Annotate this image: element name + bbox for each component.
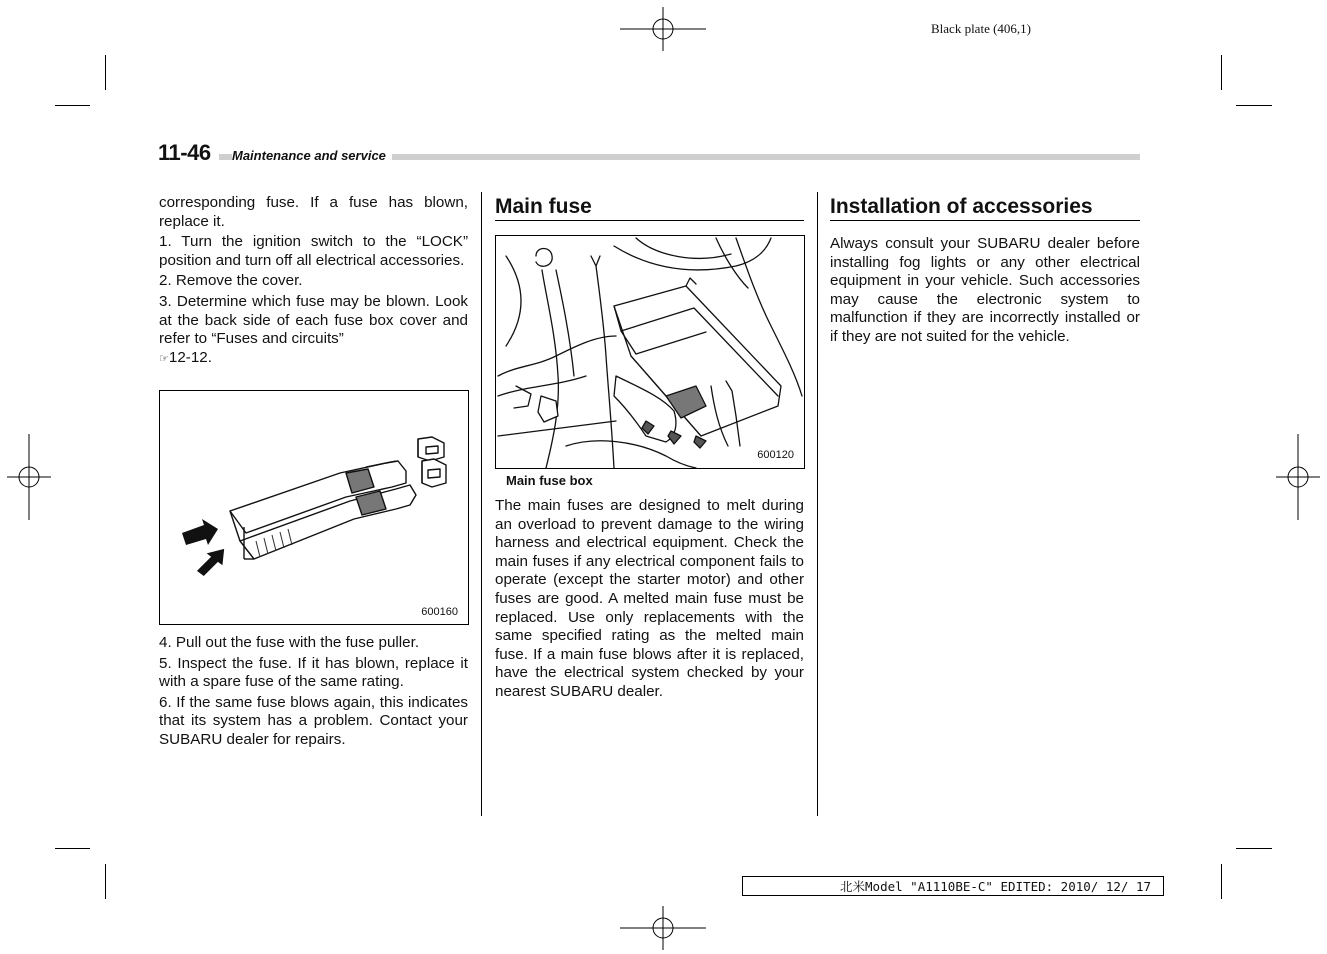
crop-mark bbox=[105, 55, 106, 90]
column-1-text-bottom bbox=[159, 634, 468, 752]
registration-mark-left bbox=[5, 434, 51, 520]
figure-code: 600160 bbox=[421, 606, 458, 618]
figure-code: 600120 bbox=[757, 449, 794, 461]
crop-mark bbox=[1221, 864, 1222, 899]
main-fuse-box-figure bbox=[495, 235, 805, 469]
page-number: 11-46 bbox=[158, 140, 219, 166]
step-1: 1. Turn the ignition switch to the “LOCK” position and turn off all electrical accessories. bbox=[159, 233, 468, 269]
section-title: Maintenance and service bbox=[232, 148, 392, 163]
registration-mark-bottom bbox=[620, 906, 706, 952]
fuse-puller-illustration bbox=[160, 391, 468, 624]
figure-caption: Main fuse box bbox=[506, 473, 593, 488]
crop-mark bbox=[105, 864, 106, 899]
crop-mark bbox=[1236, 848, 1272, 849]
column-divider bbox=[481, 192, 482, 816]
main-fuse-box-illustration bbox=[496, 236, 804, 468]
accessories-body: Always consult your SUBARU dealer before installing fog lights or any other electrical equipment in your vehicle. Such accessories may cause the electronic system to malfunction if they are incorrectly installed or if they are not suited for the vehicle. bbox=[830, 235, 1140, 345]
step-3 bbox=[159, 293, 468, 368]
fuse-puller-figure bbox=[159, 390, 469, 625]
column-divider bbox=[817, 192, 818, 816]
reference-icon: ☞ bbox=[159, 352, 169, 365]
step-3-text: 3. Determine which fuse may be blown. Look at the back side of each fuse box cover and refer to “Fuses and circuits” bbox=[159, 292, 468, 348]
main-fuse-body: The main fuses are designed to melt during an overload to prevent damage to the wiring harness and electrical equipment. Check the main fuses if any electrical component fails to operate (except the starter motor) and other fuses are good. A melted main fuse must be replaced. Use only replacements with the same specified rating as the melted main fuse. If a main fuse blows after it is replaced, have the electrical system checked by your nearest SUBARU dealer. bbox=[495, 497, 804, 700]
step-3-reference: 12-12. bbox=[168, 348, 212, 366]
main-fuse-heading: Main fuse bbox=[495, 195, 804, 221]
accessories-heading: Installation of accessories bbox=[830, 195, 1140, 221]
step-6: 6. If the same fuse blows again, this indicates that its system has a problem. Contact your SUBARU dealer for repairs. bbox=[159, 693, 468, 748]
registration-mark-right bbox=[1276, 434, 1322, 520]
plate-label: Black plate (406,1) bbox=[931, 21, 1031, 36]
crop-mark bbox=[55, 105, 90, 106]
step-5: 5. Inspect the fuse. If it has blown, replace it with a spare fuse of the same rating. bbox=[159, 654, 468, 691]
crop-mark bbox=[55, 848, 90, 849]
step-4: 4. Pull out the fuse with the fuse puller. bbox=[159, 634, 420, 651]
step-2: 2. Remove the cover. bbox=[159, 272, 303, 290]
footer-model-box: 北米Model "A1110BE-C" EDITED: 2010/ 12/ 17 bbox=[742, 876, 1164, 896]
registration-mark-top bbox=[620, 5, 706, 51]
column-1-text-top bbox=[159, 194, 468, 370]
crop-mark bbox=[1236, 105, 1272, 106]
crop-mark bbox=[1221, 55, 1222, 90]
intro-paragraph: corresponding fuse. If a fuse has blown, replace it. bbox=[159, 194, 468, 230]
